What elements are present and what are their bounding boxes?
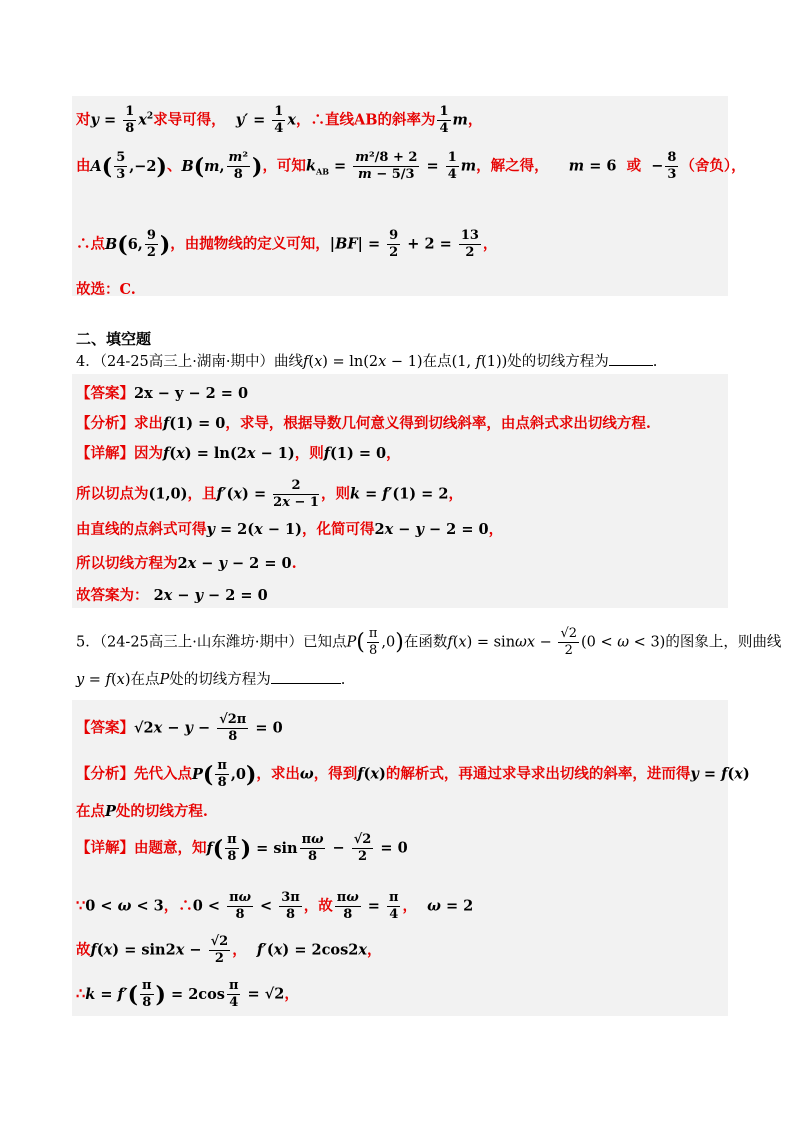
section-title: 二、填空题	[76, 330, 152, 348]
answer-blank[interactable]	[609, 353, 653, 366]
q4-stem: 4．（24-25高三上·湖南·期中）曲线f(x) = ln(2x − 1)在点(1, f(1))处的切线方程为 .	[76, 354, 658, 370]
q5-answer: 【答案】√2x − y − $\frac{√2\pi}{8}$ = 0	[76, 712, 283, 744]
q4-analysis: 【分析】求出f(1) = 0，求导，根据导数几何意义得到切线斜率，由点斜式求出切线方程.	[76, 415, 651, 432]
q5-analysis-1: 【分析】先代入点P( $\frac{\pi}{8}$ ,0)，求出ω，得到f(x)的解析式，再通过求导求出切线的斜率，进而得y = f(x)	[76, 758, 750, 790]
q5-stem-1: 5．（24-25高三上·山东潍坊·期中）已知点P( $\frac{\pi}{8}$ ,0)在函数f(x) = sinωx − $\frac{√2}{2}$ (0 < ω < 3)的图象上，则曲线	[76, 626, 782, 658]
q4-detail-1: 【详解】因为f(x) = ln(2x − 1)，则f(1) = 0，	[76, 445, 401, 462]
q5-stem-2: y = f(x)在点P处的切线方程为 .	[76, 672, 346, 688]
q4-detail-5: 故答案为： 2x − y − 2 = 0	[76, 587, 268, 604]
q5-detail-2: ∵0 < ω < 3，∴0 < $\frac{\pi\omega}{8}$ < $\frac{3\pi}{8}$ ，故 $\frac{\pi\omega}{8}$ = $\frac{\pi}{4}$ ， ω = 2	[76, 890, 474, 922]
sol3-line-1: 对y = $\frac{1}{8}$ $x^2$求导可得， y′ = $\frac{1}{4}$ x，∴直线AB的斜率为 $\frac{1}{4}$ m，	[76, 104, 483, 136]
sol3-line-4: 故选：C.	[76, 281, 136, 298]
q4-detail-3: 由直线的点斜式可得y = 2(x − 1)，化简可得2x − y − 2 = 0，	[76, 521, 504, 538]
q5-detail-4: ∴k = f′( $\frac{\pi}{8}$ ) = 2cos $\frac{\pi}{4}$ = √2，	[76, 978, 299, 1010]
sol3-line-3: ∴点B(6, $\frac{9}{2}$ )，由抛物线的定义可知，|BF| = $\frac{9}{2}$ + 2 = $\frac{13}{2}$ ，	[76, 228, 498, 260]
q4-answer: 【答案】2x − y − 2 = 0	[76, 385, 249, 402]
q5-detail-3: 故f(x) = sin2x − $\frac{√2}{2}$ ， f′(x) = 2cos2x，	[76, 934, 382, 966]
sol3-line-2: 由A( $\frac{5}{3}$ ,−2)、B(m, $\frac{\text{m²}}{8}$ )，可知$k_{AB}$ = $\frac{\text{m²/8 + 2}}{m - 5/3}$ = $\frac{1}{4}$ m，解之得， m = 6 或 − $\frac{8}{3}$ （舍负），	[76, 150, 746, 182]
answer-blank-2[interactable]	[271, 671, 341, 684]
q5-analysis-2: 在点P处的切线方程.	[76, 803, 208, 820]
q4-detail-2: 所以切点为(1,0)，且f′(x) = $\frac{2}{2x - 1}$ ，则k = f′(1) = 2，	[76, 478, 463, 510]
q5-detail-1: 【详解】由题意，知f( $\frac{\pi}{8}$ ) = sin $\frac{\pi\omega}{8}$ − $\frac{√2}{2}$ = 0	[76, 832, 408, 864]
q4-detail-4: 所以切线方程为2x − y − 2 = 0.	[76, 555, 297, 572]
